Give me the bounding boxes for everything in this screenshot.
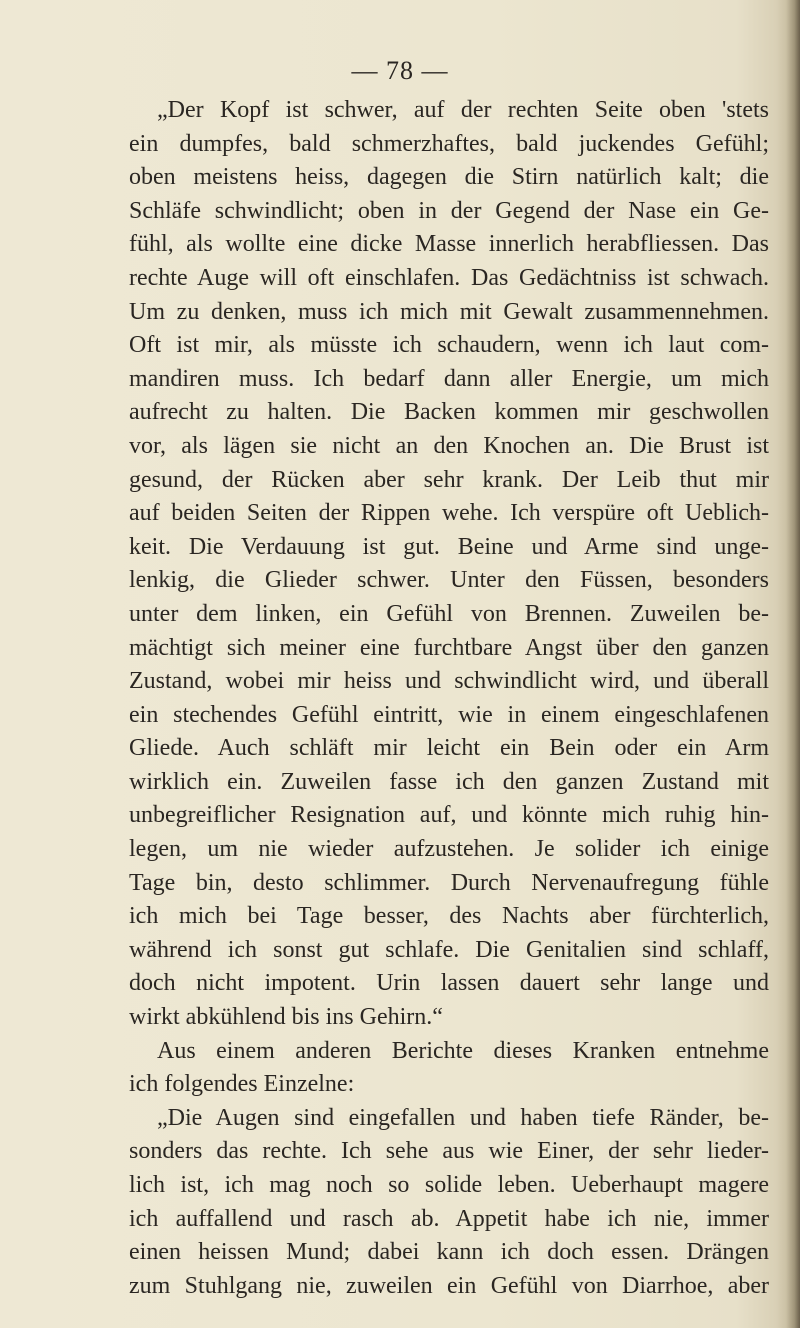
text-line: gesund, der Rücken aber sehr krank. Der Leib thut mir bbox=[129, 466, 769, 493]
text-line: keit. Die Verdauung ist gut. Beine und Arme sind unge- bbox=[129, 533, 769, 560]
page-edge-shadow bbox=[786, 0, 800, 1328]
text-line: wirklich ein. Zuweilen fasse ich den ganzen Zustand mit bbox=[129, 768, 769, 795]
text-line: ich folgendes Einzelne: bbox=[129, 1071, 355, 1098]
text-line: Gliede. Auch schläft mir leicht ein Bein oder ein Arm bbox=[129, 735, 769, 762]
text-line: ein stechendes Gefühl eintritt, wie in einem eingeschlafenen bbox=[129, 701, 769, 728]
text-line: Oft ist mir, als müsste ich schaudern, wenn ich laut com- bbox=[129, 332, 769, 359]
text-line: wirkt abkühlend bis ins Gehirn.“ bbox=[129, 1004, 443, 1031]
text-line: fühl, als wollte eine dicke Masse innerlich herabfliessen. Das bbox=[129, 231, 769, 258]
text-line: zum Stuhlgang nie, zuweilen ein Gefühl von Diarrhoe, aber bbox=[129, 1272, 769, 1299]
text-line: unbegreiflicher Resignation auf, und könnte mich ruhig hin- bbox=[129, 802, 769, 829]
text-line: sonders das rechte. Ich sehe aus wie Einer, der sehr lieder- bbox=[129, 1138, 769, 1165]
text-line: aufrecht zu halten. Die Backen kommen mir geschwollen bbox=[129, 399, 769, 426]
text-line: ich mich bei Tage besser, des Nachts aber fürchterlich, bbox=[129, 903, 769, 930]
text-line: Tage bin, desto schlimmer. Durch Nervenaufregung fühle bbox=[129, 869, 769, 896]
text-line: oben meistens heiss, dagegen die Stirn natürlich kalt; die bbox=[129, 164, 769, 191]
text-line: mächtigt sich meiner eine furchtbare Angst über den ganzen bbox=[129, 634, 769, 661]
text-line: ein dumpfes, bald schmerzhaftes, bald juckendes Gefühl; bbox=[129, 130, 769, 157]
text-line: während ich sonst gut schlafe. Die Genitalien sind schlaff, bbox=[129, 936, 769, 963]
text-line: ich auffallend und rasch ab. Appetit habe ich nie, immer bbox=[129, 1205, 769, 1232]
body-text bbox=[129, 94, 769, 1303]
text-line: „Der Kopf ist schwer, auf der rechten Seite oben 'stets bbox=[157, 97, 769, 123]
text-line: lenkig, die Glieder schwer. Unter den Füssen, besonders bbox=[129, 567, 769, 594]
text-line: Zustand, wobei mir heiss und schwindlicht wird, und überall bbox=[129, 668, 769, 695]
page-number: — 78 — bbox=[351, 56, 449, 85]
text-line: einen heissen Mund; dabei kann ich doch essen. Drängen bbox=[129, 1239, 769, 1266]
text-line: auf beiden Seiten der Rippen wehe. Ich verspüre oft Ueblich- bbox=[129, 500, 769, 527]
text-line: lich ist, ich mag noch so solide leben. Ueberhaupt magere bbox=[129, 1172, 769, 1198]
text-line: unter dem linken, ein Gefühl von Brennen. Zuweilen be- bbox=[129, 600, 769, 627]
text-line: mandiren muss. Ich bedarf dann aller Energie, um mich bbox=[129, 365, 769, 392]
text-line: doch nicht impotent. Urin lassen dauert sehr lange und bbox=[129, 970, 769, 997]
text-line: legen, um nie wieder aufzustehen. Je solider ich einige bbox=[129, 836, 769, 863]
text-line: Aus einem anderen Berichte dieses Kranken entnehme bbox=[157, 1037, 769, 1064]
text-line: vor, als lägen sie nicht an den Knochen an. Die Brust ist bbox=[129, 432, 769, 459]
text-line: Um zu denken, muss ich mich mit Gewalt zusammennehmen. bbox=[129, 298, 769, 325]
text-line: rechte Auge will oft einschlafen. Das Gedächtniss ist schwach. bbox=[129, 264, 769, 291]
text-line: Schläfe schwindlicht; oben in der Gegend der Nase ein Ge- bbox=[129, 197, 769, 224]
text-line: „Die Augen sind eingefallen und haben tiefe Ränder, be- bbox=[157, 1104, 769, 1131]
